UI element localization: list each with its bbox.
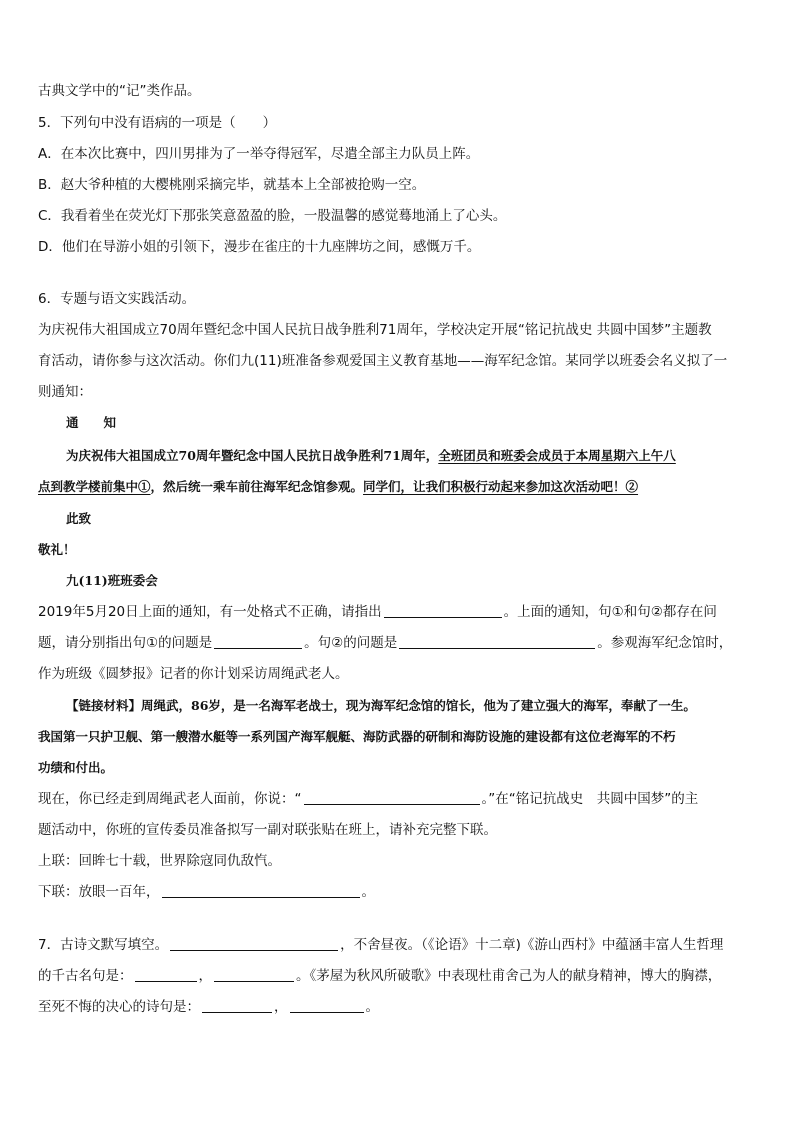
q7-line — [38, 966, 721, 986]
notice-text: ，然后统一乘车前往海军纪念馆参观。 — [150, 479, 364, 494]
q5-option-c: C．我看着坐在荧光灯下那张笑意盈盈的脸，一股温馨的感觉蓦地涌上了心头。 — [38, 208, 507, 224]
notice-underlined-text: 点到教学楼前集中① — [38, 479, 151, 494]
couplet-upper: 上联：回眸七十载，世界除寇同仇敌忾。 — [38, 853, 281, 869]
couplet-lower — [38, 882, 375, 902]
question-text: ， — [198, 968, 212, 984]
question-text: 下联：放眼一百年， — [38, 884, 160, 900]
question-text: 。上面的通知，句①和句②都存在问 — [503, 604, 717, 620]
question-text: ， — [274, 999, 288, 1015]
material-line: 我国第一只护卫舰、第一艘潜水艇等一系列国产海军舰艇、海防武器的研制和海防设施的建设都有这位老海军的不朽 — [38, 729, 676, 744]
answer-blank[interactable] — [135, 967, 197, 982]
question-text: 2019年5月20日上面的通知，有一处格式不正确，请指出 — [38, 604, 382, 620]
answer-blank[interactable] — [202, 998, 272, 1013]
q5-option-d: D．他们在导游小姐的引领下，漫步在雀庄的十九座牌坊之间，感慨万千。 — [38, 239, 481, 255]
notice-line — [38, 477, 638, 497]
answer-blank[interactable] — [214, 634, 302, 649]
notice-line — [66, 446, 676, 466]
notice-text: 为庆祝伟大祖国成立70周年暨纪念中国人民抗日战争胜利71周年， — [66, 448, 439, 463]
answer-blank[interactable] — [170, 936, 338, 951]
question-text: ，不舍昼夜。（《论语》十二章)《游山西村》中蕴涵丰富人生哲理 — [340, 937, 724, 953]
notice-underlined-text: 全班团员和班委会成员于本周星期六上午八 — [438, 448, 676, 463]
q5-option-b: B．赵大爷种植的大樱桃刚采摘完毕，就基本上全部被抢购一空。 — [38, 177, 426, 193]
answer-blank[interactable] — [304, 790, 480, 805]
question-text: 。《茅屋为秋风所破歌》中表现杜甫舍己为人的献身精神，博大的胸襟， — [296, 968, 722, 984]
q5-option-a: A．在本次比赛中，四川男排为了一举夺得冠军，尽遣全部主力队员上阵。 — [38, 146, 480, 162]
notice-heading: 通 知 — [66, 415, 117, 430]
question-text: 。 — [365, 999, 379, 1015]
intro-tail-text: 古典文学中的“记”类作品。 — [38, 83, 201, 99]
q7-line — [38, 935, 723, 955]
q6-question-line — [38, 633, 732, 653]
q6-question-line: 作为班级《圆梦报》记者的你计划采访周绳武老人。 — [38, 666, 349, 682]
notice-closing: 此致 — [66, 511, 92, 526]
q6-stem: 6．专题与语文实践活动。 — [38, 291, 196, 307]
question-text: 。 — [361, 884, 375, 900]
notice-closing: 敬礼！ — [38, 542, 76, 557]
q6-intro-line: 育活动，请你参与这次活动。你们九(11)班准备参观爱国主义教育基地——海军纪念馆。某同学以班委会名义拟了一 — [38, 353, 728, 369]
notice-signature: 九(11)班班委会 — [66, 573, 158, 588]
question-text: 至死不悔的决心的诗句是： — [38, 999, 200, 1015]
q6-speech-line — [38, 789, 698, 809]
question-text: 。”在“铭记抗战史 共圆中国梦”的主 — [481, 791, 699, 807]
material-line: 【链接材料】周绳武，86岁，是一名海军老战士，现为海军纪念馆的馆长，他为了建立强大的海军，奉献了一生。 — [66, 698, 696, 713]
q6-intro-line: 为庆祝伟大祖国成立70周年暨纪念中国人民抗日战争胜利71周年，学校决定开展“铭记抗战史 共圆中国梦”主题教 — [38, 322, 712, 338]
q6-speech-line: 题活动中，你班的宣传委员准备拟写一副对联张贴在班上，请补充完整下联。 — [38, 822, 497, 838]
question-text: 的千古名句是： — [38, 968, 133, 984]
q6-intro-line: 则通知： — [38, 384, 92, 400]
q6-question-line — [38, 602, 717, 622]
question-text: 。句②的问题是 — [304, 635, 398, 651]
question-text: 现在，你已经走到周绳武老人面前，你说：“ — [38, 791, 302, 807]
notice-underlined-text: 同学们，让我们积极行动起来参加这次活动吧！② — [363, 479, 639, 494]
answer-blank[interactable] — [214, 967, 294, 982]
q7-line — [38, 997, 379, 1017]
answer-blank[interactable] — [162, 883, 360, 898]
q5-stem: 5．下列句中没有语病的一项是（ ） — [38, 115, 277, 131]
question-text: 。参观海军纪念馆时， — [597, 635, 733, 651]
answer-blank[interactable] — [384, 603, 502, 618]
answer-blank[interactable] — [290, 998, 364, 1013]
question-text: 题，请分别指出句①的问题是 — [38, 635, 213, 651]
question-text: 7．古诗文默写填空。 — [38, 937, 169, 953]
material-line: 功绩和付出。 — [38, 760, 114, 775]
answer-blank[interactable] — [399, 634, 595, 649]
